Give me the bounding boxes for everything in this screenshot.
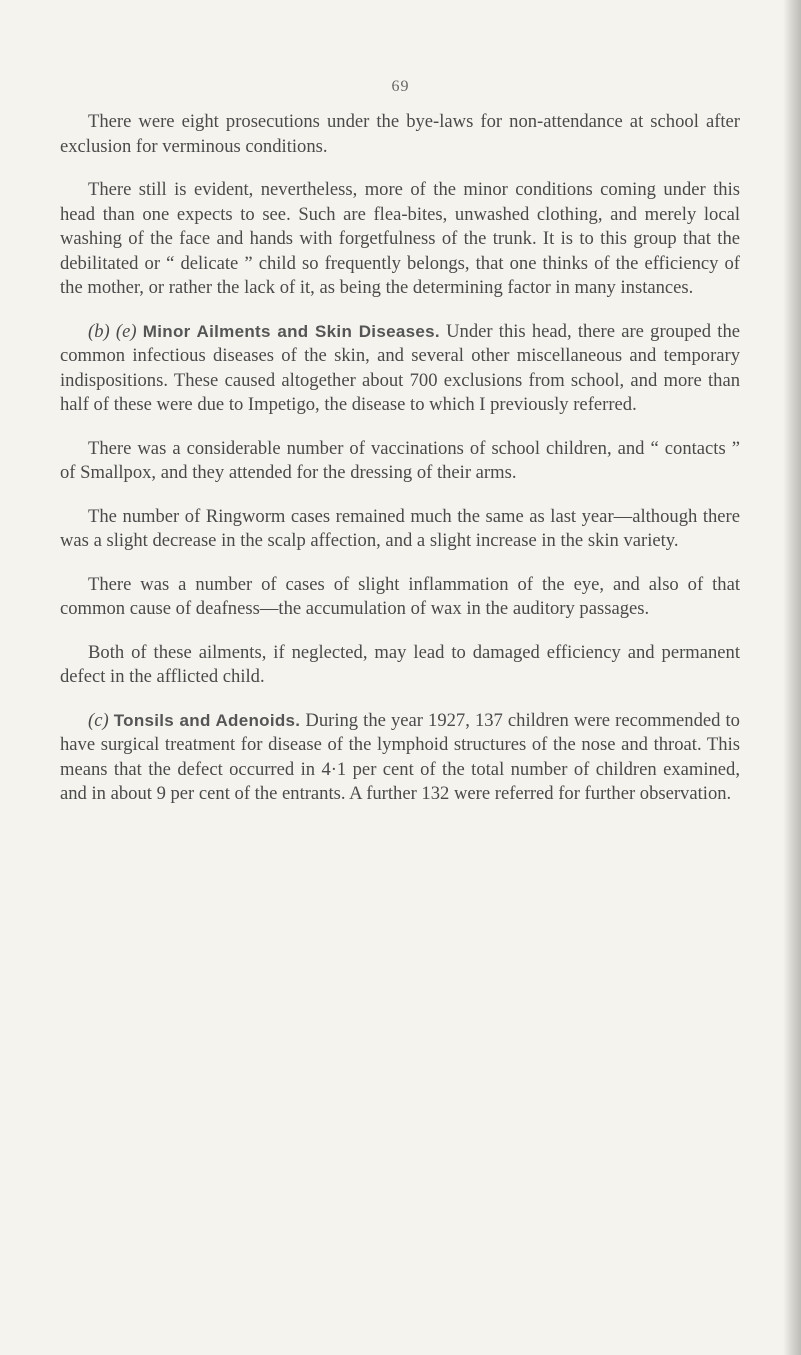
section-heading-tonsils: Tonsils and Adenoids. xyxy=(113,710,301,730)
section-label-e: (e) xyxy=(115,320,137,342)
paragraph-minor-ailments xyxy=(60,320,740,418)
body-text xyxy=(60,110,740,826)
page-edge-shadow xyxy=(783,0,801,1355)
paragraph-eye-inflammation: There was a number of cases of slight inflammation of the eye, and also of that common cause of deafness—the accumulation of wax in the auditory passages. xyxy=(60,573,740,619)
section-label-b: (b) xyxy=(88,320,110,342)
paragraph-ringworm: The number of Ringworm cases remained much the same as last year—although there was a slight decrease in the scalp affection, and a slight increase in the skin variety. xyxy=(60,505,740,551)
paragraph-ailments-neglected: Both of these ailments, if neglected, may lead to damaged efficiency and permanent defect in the afflicted child. xyxy=(60,641,740,687)
paragraph-body-tonsils: During the year 1927, 137 children were recommended to have surgical treatment for disease of the lymphoid structures of the nose and throat. This means that the defect occurred in 4·1 per cent of the total number of children examined, and in about 9 per cent of the entrants. A further 132 were referred for further observation. xyxy=(60,709,740,804)
paragraph-body-minor-ailments: Under this head, there are grouped the common infectious diseases of the skin, and several other miscellaneous and temporary indispositions. These caused altogether about 700 exclusions from school, and more than half of these were due to Impetigo, the disease to which I previously referred. xyxy=(60,320,741,415)
section-heading-minor-ailments: Minor Ailments and Skin Diseases. xyxy=(142,321,440,341)
paragraph-minor-conditions: There still is evident, nevertheless, more of the minor conditions coming under this head than one expects to see. Such are flea-bites, unwashed clothing, and merely local washing of the face and hands with forgetfulness of the trunk. It is to this group that the debilitated or “ delicate ” child so frequently belongs, that one thinks of the efficiency of the mother, or rather the lack of it, as being the determining factor in many instances. xyxy=(60,179,740,298)
paragraph-vaccinations: There was a considerable number of vaccinations of school children, and “ contacts ” of Smallpox, and they attended for the dressing of their arms. xyxy=(60,437,740,483)
page-number: 69 xyxy=(391,78,410,95)
paragraph-prosecutions: There were eight prosecutions under the bye-laws for non-attendance at school after exclusion for verminous conditions. xyxy=(60,111,740,157)
section-label-c: (c) xyxy=(88,709,109,731)
paragraph-tonsils xyxy=(60,709,740,807)
